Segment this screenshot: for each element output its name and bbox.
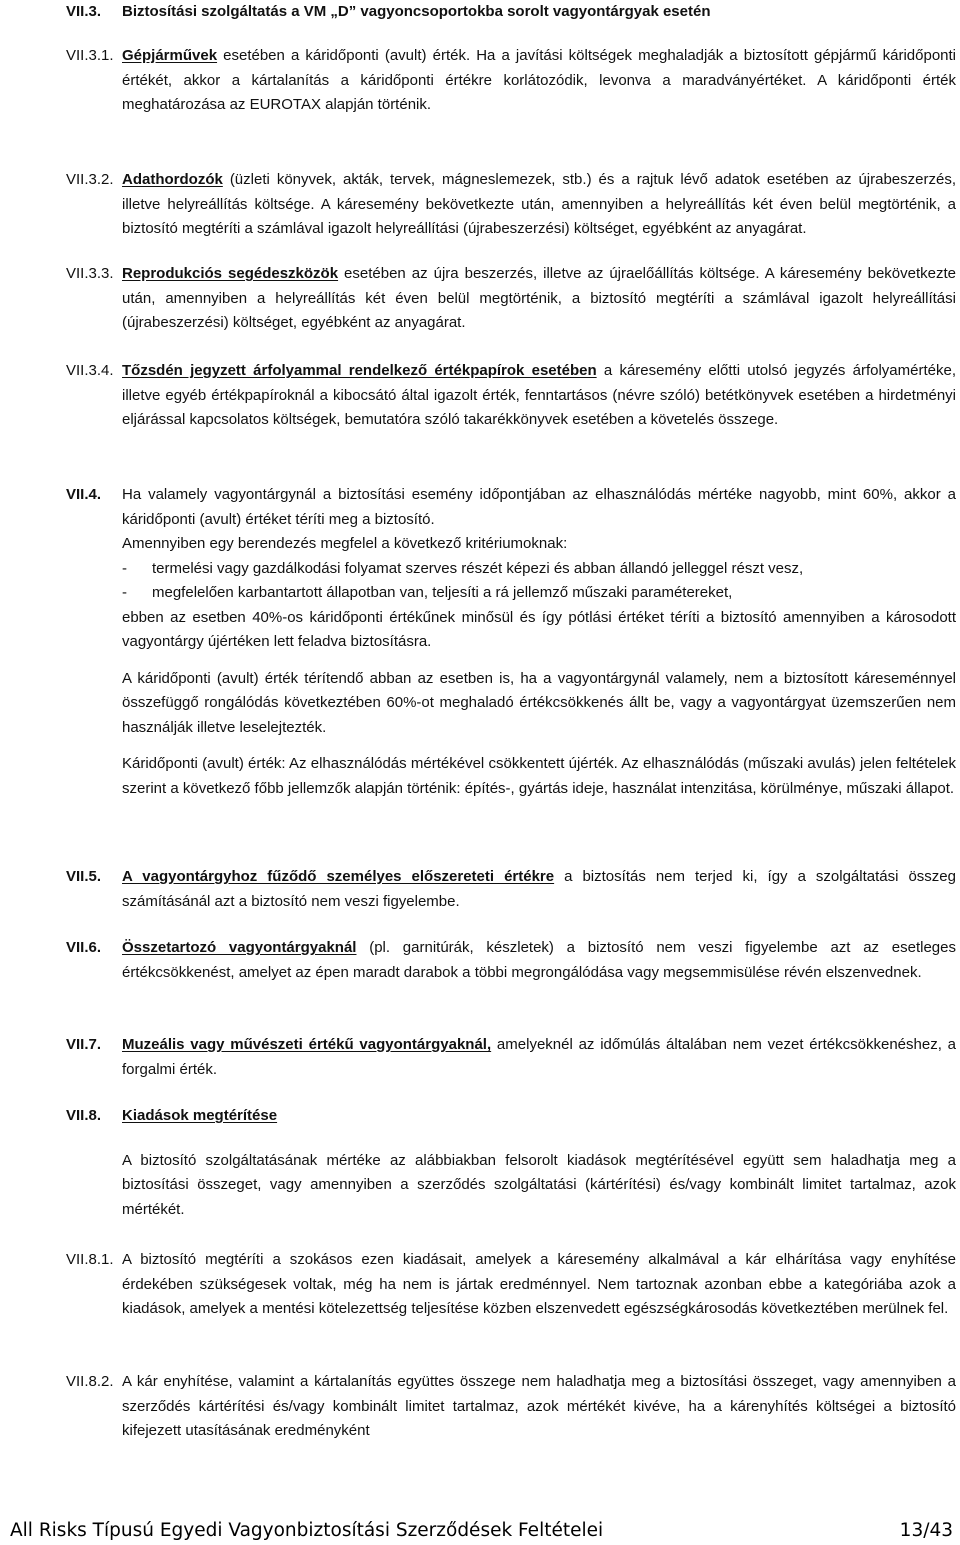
section-keyword: Összetartozó vagyontárgyaknál (122, 939, 357, 956)
section-body (122, 44, 956, 118)
paragraph: Amennyiben egy berendezés megfelel a következő kritériumoknak: (122, 535, 568, 552)
section-text: a biztosítás nem terjed ki, így a szolgáltatási összeg számításánál azt a biztosító nem veszi figyelembe. (122, 868, 956, 910)
section-number: VII.3.2. (66, 171, 114, 188)
section-vii-8 (66, 1104, 956, 1222)
section-vii-8-1 (66, 1248, 956, 1322)
section-body (122, 262, 956, 336)
page-number: 13/43 (899, 1520, 953, 1541)
section-text: amelyeknél az időmúlás általában nem vezet értékcsökkenéshez, a forgalmi érték. (122, 1036, 957, 1078)
section-vii-3-4 (66, 359, 956, 433)
section-number: VII.8. (66, 1107, 102, 1124)
section-keyword: Kiadások megtérítése (122, 1107, 278, 1124)
section-number: VII.3.4. (66, 362, 114, 379)
section-text: a káresemény előtti utolsó jegyzés árfolyamértéke, illetve egyéb értékpapíroknál a kibocsátó által igazolt érték, fenntartásos (névre szóló) betétkönyvek esetében a hirdetményi eljárással kapcsolatos költségek, bemutatóra szóló takarékkönyvek esetében a követelés összege. (122, 362, 957, 428)
spacer (122, 740, 956, 752)
section-keyword: Gépjárművek (122, 47, 218, 64)
list-bullet: - (122, 584, 127, 601)
section-number: VII.4. (66, 486, 102, 503)
paragraph: A káridőponti (avult) érték térítendő abban az esetben is, ha a vagyontárgynál valamely, nem a biztosított káreseménnyel összefüggő rongálódás következtében 60%-ot meghaladó értékcsökkenés állt be, vagy a vagyontárgyat üzemszerűen nem használják illetve leselejtezték. (122, 669, 956, 736)
section-number: VII.6. (66, 939, 102, 956)
list-item (122, 581, 956, 606)
section-body (122, 865, 956, 914)
section-keyword: Muzeális vagy művészeti értékű vagyontárgyaknál, (122, 1036, 492, 1053)
section-vii-3-3 (66, 262, 956, 336)
footer-title: All Risks Típusú Egyedi Vagyonbiztosítási Szerződések Feltételei (10, 1520, 604, 1541)
section-number: VII.8.1. (66, 1251, 114, 1268)
section-number: VII.3. (66, 3, 102, 20)
section-text: esetében a káridőponti (avult) érték. Ha a javítási költségek meghaladják a biztosított gépjármű káridőponti értékét, akkor a kártalanítás a káridőponti értékre korlátozódik, levonva a maradványértéket. A káridőponti érték meghatározása az EUROTAX alapján történik. (122, 47, 956, 113)
paragraph: Káridőponti (avult) érték: Az elhasználódás mértékével csökkentett újérték. Az elhasználódás (műszaki avulás) jelen feltételek szerint a következő főbb jellemzők alapján történik: építés-, gyártás ideje, használat intenzitása, körülménye, műszaki állapot. (122, 755, 956, 797)
list-item-text: megfelelően karbantartott állapotban van, teljesíti a rá jellemző műszaki paramétereket, (152, 584, 733, 601)
section-keyword: Adathordozók (122, 171, 223, 188)
section-body (122, 1104, 956, 1222)
section-vii-7 (66, 1033, 956, 1082)
section-title: Biztosítási szolgáltatás a VM „D” vagyoncsoportokba sorolt vagyontárgyak esetén (122, 3, 711, 20)
section-keyword: Reprodukciós segédeszközök (122, 265, 339, 282)
section-keyword: Tőzsdén jegyzett árfolyammal rendelkező értékpapírok esetében (122, 362, 597, 379)
section-text: (üzleti könyvek, akták, tervek, mágneslemezek, stb.) és a rajtuk lévő adatok esetében az újrabeszerzés, illetve helyreállítás költsége. A káresemény bekövetkezte után, amennyiben a helyreállítás két éven belül megtörténik, a biztosító megtéríti a számlával igazolt helyreállítási (újrabeszerzési) költséget, egyébként az anyagárat. (122, 171, 956, 237)
section-text: A kár enyhítése, valamint a kártalanítás együttes összege nem haladhatja meg a biztosítási összeget, vagy amennyiben a szerződés kártérítési és/vagy kombinált limitet tartalmaz, azok mértékét kivéve, ha a kárenyhítés költségei a biztosító kifejezett utasításának eredményként (122, 1373, 956, 1439)
page-footer (0, 1516, 960, 1545)
section-body (122, 359, 956, 433)
section-vii-3-1 (66, 44, 956, 118)
section-number: VII.5. (66, 868, 102, 885)
section-vii-3-heading (66, 0, 956, 25)
section-text: A biztosító megtéríti a szokásos ezen kiadásait, amelyek a káresemény alkalmával a kár elhárítása vagy enyhítése érdekében szükségesek voltak, még ha nem is jártak eredménnyel. Nem tartoznak azonban ebbe a kategóriába azok a kiadások, amelyek a mentési kötelezettség teljesítése közben elszenvedett egészségkárosodás következtében merülnek fel. (122, 1251, 956, 1317)
section-body (122, 936, 956, 985)
section-number: VII.3.1. (66, 47, 114, 64)
list-bullet: - (122, 559, 127, 577)
section-number: VII.7. (66, 1036, 102, 1053)
spacer (122, 1129, 956, 1149)
section-vii-5 (66, 865, 956, 914)
section-vii-6 (66, 936, 956, 985)
list-item-text: termelési vagy gazdálkodási folyamat szerves részét képezi és abban állandó jelleggel részt vesz, (152, 559, 804, 577)
section-text: esetében az újra beszerzés, illetve az újraelőállítás költsége. A káresemény bekövetkezte után, amennyiben a helyreállítás két éven belül megtörténik, a biztosító megtéríti a számlával igazolt helyreállítási (újrabeszerzési) költséget, egyébként az anyagárat. (122, 265, 956, 331)
section-vii-8-2 (66, 1370, 956, 1444)
section-body (122, 1033, 956, 1082)
section-keyword: A vagyontárgyhoz fűződő személyes előszereteti értékre (122, 868, 555, 885)
list-item (122, 557, 956, 582)
section-text: (pl. garnitúrák, készletek) a biztosító nem veszi figyelembe azt az esetleges értékcsökkenést, amelyet az épen maradt darabok a többi megrongálódása vagy megsemmisülése révén elszenvednek. (122, 939, 956, 981)
paragraph: Ha valamely vagyontárgynál a biztosítási esemény időpontjában az elhasználódás mértéke nagyobb, mint 60%, akkor a káridőponti (avult) értéket téríti meg a biztosító. (122, 486, 956, 528)
paragraph: ebben az esetben 40%-os káridőponti értékűnek minősül és így pótlási értéket téríti a biztosító amennyiben a károsodott vagyontárgy újértéken lett feladva biztosításra. (122, 608, 956, 650)
section-vii-3-2 (66, 168, 956, 242)
section-vii-4 (66, 483, 956, 801)
paragraph: A biztosító szolgáltatásának mértéke az alábbiakban felsorolt kiadások megtérítésével együtt sem haladhatja meg a biztosítási összeget, vagy amennyiben a szerződés szolgáltatási (kártérítési) és/vagy kombinált limitet tartalmaz, azok mértékét. (122, 1151, 956, 1218)
spacer (122, 655, 956, 667)
section-number: VII.3.3. (66, 265, 114, 282)
section-number: VII.8.2. (66, 1373, 114, 1390)
section-body (122, 483, 956, 801)
section-body (122, 168, 956, 242)
